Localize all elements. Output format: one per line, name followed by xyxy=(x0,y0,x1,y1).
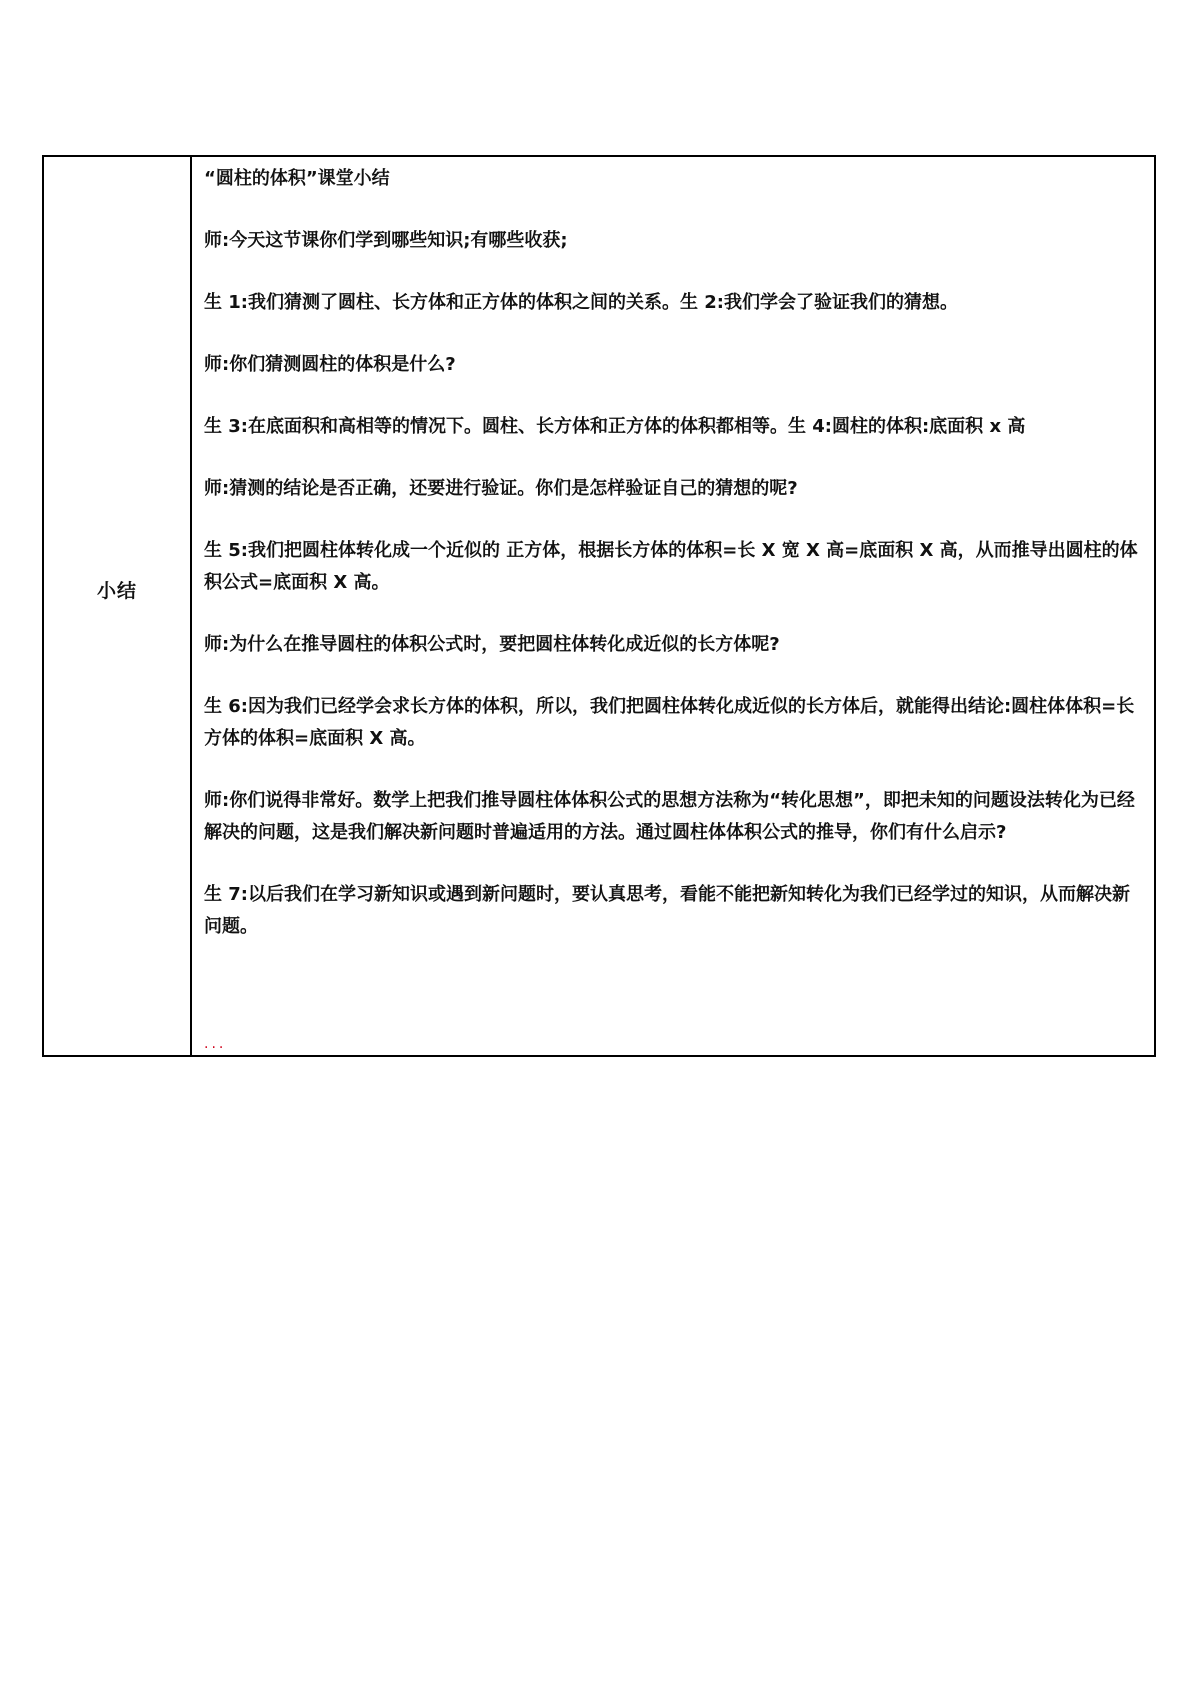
row-label: 小结 xyxy=(96,579,137,602)
continuation-ellipsis: ... xyxy=(204,1036,227,1052)
dialogue-line: 生 3:在底面积和高相等的情况下。圆柱、长方体和正方体的体积都相等。生 4:圆柱的体积:底面积 x 高 xyxy=(204,416,1026,437)
dialogue-line: 生 7:以后我们在学习新知识或遇到新问题时，要认真思考，看能不能把新知转化为我们已经学过的知识，从而解决新问题。 xyxy=(204,884,1130,937)
dialogue-line: 生 1:我们猜测了圆柱、长方体和正方体的体积之间的关系。生 2:我们学会了验证我们的猜想。 xyxy=(204,292,958,313)
dialogue-line: 师:你们说得非常好。数学上把我们推导圆柱体体积公式的思想方法称为“转化思想”，即把未知的问题设法转化为已经解决的问题，这是我们解决新问题时普遍适用的方法。通过圆柱体体积公式的推导，你们有什么启示? xyxy=(204,790,1135,843)
dialogue-line: 师:你们猜测圆柱的体积是什么? xyxy=(204,354,456,375)
summary-title: “圆柱的体积”课堂小结 xyxy=(204,168,390,189)
dialogue-line: 师:今天这节课你们学到哪些知识;有哪些收获; xyxy=(204,230,568,251)
lesson-summary-table xyxy=(42,155,1156,1057)
dialogue-line: 师:为什么在推导圆柱的体积公式时，要把圆柱体转化成近似的长方体呢? xyxy=(204,634,780,655)
dialogue-line: 生 6:因为我们已经学会求长方体的体积，所以，我们把圆柱体转化成近似的长方体后，就能得出结论:圆柱体体积=长方体的体积=底面积 X 高。 xyxy=(204,696,1135,749)
row-label-cell xyxy=(44,157,192,1055)
content-cell xyxy=(192,157,1154,1055)
dialogue-line: 师:猜测的结论是否正确，还要进行验证。你们是怎样验证自己的猜想的呢? xyxy=(204,478,798,499)
dialogue-line: 生 5:我们把圆柱体转化成一个近似的 正方体，根据长方体的体积=长 X 宽 X 高=底面积 X 高，从而推导出圆柱的体积公式=底面积 X 高。 xyxy=(204,540,1138,593)
